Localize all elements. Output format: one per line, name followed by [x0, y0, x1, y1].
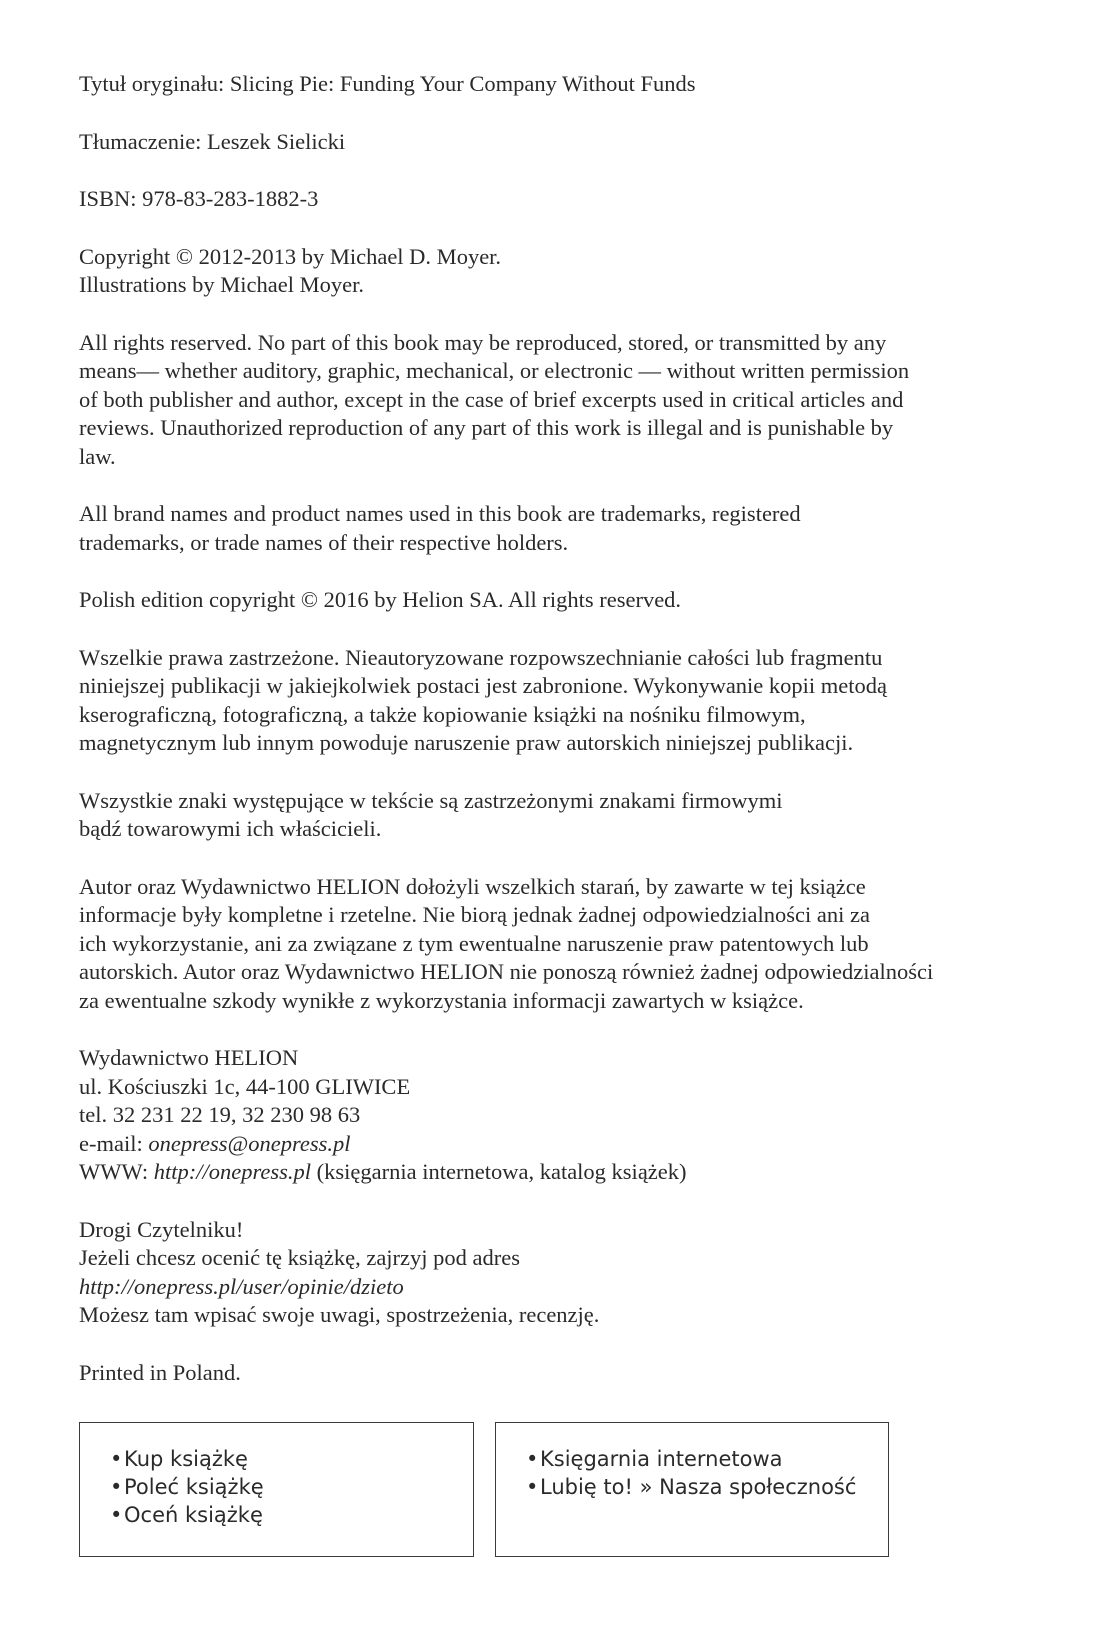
polish-trademarks-line: bądź towarowymi ich właścicieli. — [79, 816, 382, 841]
online-bookstore-label: Księgarnia internetowa — [540, 1447, 783, 1471]
polish-copyright — [79, 586, 1039, 615]
email-label: e-mail: — [79, 1130, 149, 1156]
printed-in — [79, 1359, 1039, 1388]
buy-book-label: Kup książkę — [124, 1447, 248, 1471]
original-title-line: Tytuł oryginału: Slicing Pie: Funding Your Company Without Funds — [79, 71, 696, 96]
polish-rights-notice — [79, 644, 1039, 758]
reader-greeting: Drogi Czytelniku! — [79, 1216, 244, 1242]
liability-line: informacje były kompletne i rzetelne. Nie biorą jednak żadnej odpowiedzialności ani za — [79, 902, 870, 927]
rate-book-label: Oceń książkę — [124, 1503, 263, 1527]
buy-book-link[interactable] — [110, 1445, 473, 1473]
bullet: • — [110, 1475, 123, 1499]
publisher-contact — [79, 1044, 1039, 1187]
illustrations-line: Illustrations by Michael Moyer. — [79, 272, 364, 297]
email-link[interactable]: onepress@onepress.pl — [148, 1130, 351, 1156]
rights-line: All rights reserved. No part of this book may be reproduced, stored, or transmitted by any — [79, 329, 887, 355]
original-title — [79, 70, 1039, 99]
liability-notice — [79, 873, 1039, 1016]
trademarks-line: All brand names and product names used in this book are trademarks, registered — [79, 501, 801, 526]
polish-rights-line: magnetycznym lub innym powoduje naruszenie praw autorskich niniejszej publikacji. — [79, 730, 854, 755]
polish-trademarks-notice — [79, 787, 1039, 844]
www-note: (księgarnia internetowa, katalog książek) — [311, 1159, 687, 1184]
community-box — [495, 1422, 889, 1557]
publisher-address: ul. Kościuszki 1c, 44-100 GLIWICE — [79, 1073, 411, 1099]
online-bookstore-link[interactable] — [526, 1445, 888, 1473]
polish-rights-line: Wszelkie prawa zastrzeżone. Nieautoryzowane rozpowszechnianie całości lub fragmentu — [79, 644, 883, 670]
printed-in-line: Printed in Poland. — [79, 1359, 241, 1385]
rights-line: reviews. Unauthorized reproduction of any part of this work is illegal and is punishable by — [79, 415, 894, 440]
community-link[interactable] — [526, 1473, 888, 1501]
trademarks-line: trademarks, or trade names of their respective holders. — [79, 529, 569, 555]
rights-line: of both publisher and author, except in the case of brief excerpts used in critical articles and — [79, 386, 904, 412]
www-link[interactable]: http://onepress.pl — [153, 1159, 312, 1184]
polish-trademarks-line: Wszystkie znaki występujące w tekście są zastrzeżonymi znakami firmowymi — [79, 787, 783, 813]
reader-note — [79, 1216, 1039, 1330]
opinion-link[interactable]: http://onepress.pl/user/opinie/dzieto — [79, 1273, 404, 1299]
isbn — [79, 185, 1039, 214]
polish-copyright-line: Polish edition copyright © 2016 by Helion SA. All rights reserved. — [79, 587, 682, 612]
book-actions-box — [79, 1422, 474, 1557]
polish-rights-line: niniejszej publikacji w jakiejkolwiek postaci jest zabronione. Wykonywanie kopii metodą — [79, 673, 888, 698]
isbn-line: ISBN: 978-83-283-1882-3 — [79, 186, 319, 211]
bullet: • — [110, 1503, 123, 1527]
reader-instruction: Jeżeli chcesz ocenić tę książkę, zajrzyj pod adres — [79, 1245, 521, 1270]
polish-rights-line: kserograficzną, fotograficzną, a także kopiowanie książki na nośniku filmowym, — [79, 701, 806, 727]
liability-line: autorskich. Autor oraz Wydawnictwo HELION nie ponoszą również żadnej odpowiedzialności — [79, 959, 934, 984]
copyright-line: Copyright © 2012-2013 by Michael D. Moyer. — [79, 243, 502, 269]
rights-line: means— whether auditory, graphic, mechanical, or electronic — without written permission — [79, 358, 910, 383]
rights-reserved-notice — [79, 329, 1039, 472]
recommend-book-label: Poleć książkę — [124, 1475, 264, 1499]
liability-line: ich wykorzystanie, ani za związane z tym ewentualne naruszenie praw patentowych lub — [79, 930, 869, 956]
rate-book-link[interactable] — [110, 1501, 473, 1529]
reader-comment-hint: Możesz tam wpisać swoje uwagi, spostrzeżenia, recenzję. — [79, 1302, 600, 1327]
liability-line: Autor oraz Wydawnictwo HELION dołożyli wszelkich starań, by zawarte w tej książce — [79, 873, 866, 899]
recommend-book-link[interactable] — [110, 1473, 473, 1501]
bullet: • — [110, 1447, 123, 1471]
liability-line: za ewentualne szkody wynikłe z wykorzystania informacji zawartych w książce. — [79, 987, 804, 1013]
link-boxes — [79, 1422, 1079, 1559]
publisher-name: Wydawnictwo HELION — [79, 1045, 299, 1070]
community-label: Lubię to! » Nasza społeczność — [540, 1475, 857, 1499]
colophon-page — [79, 70, 1039, 1416]
trademarks-notice — [79, 500, 1039, 557]
publisher-email-line — [79, 1130, 1039, 1159]
rights-line: law. — [79, 443, 116, 469]
copyright-notice — [79, 243, 1039, 300]
translator-line: Tłumaczenie: Leszek Sielicki — [79, 128, 346, 154]
publisher-www-line — [79, 1158, 1039, 1187]
www-label: WWW: — [79, 1159, 154, 1184]
bullet: • — [526, 1475, 539, 1499]
publisher-phone: tel. 32 231 22 19, 32 230 98 63 — [79, 1102, 361, 1127]
translator — [79, 128, 1039, 157]
bullet: • — [526, 1447, 539, 1471]
